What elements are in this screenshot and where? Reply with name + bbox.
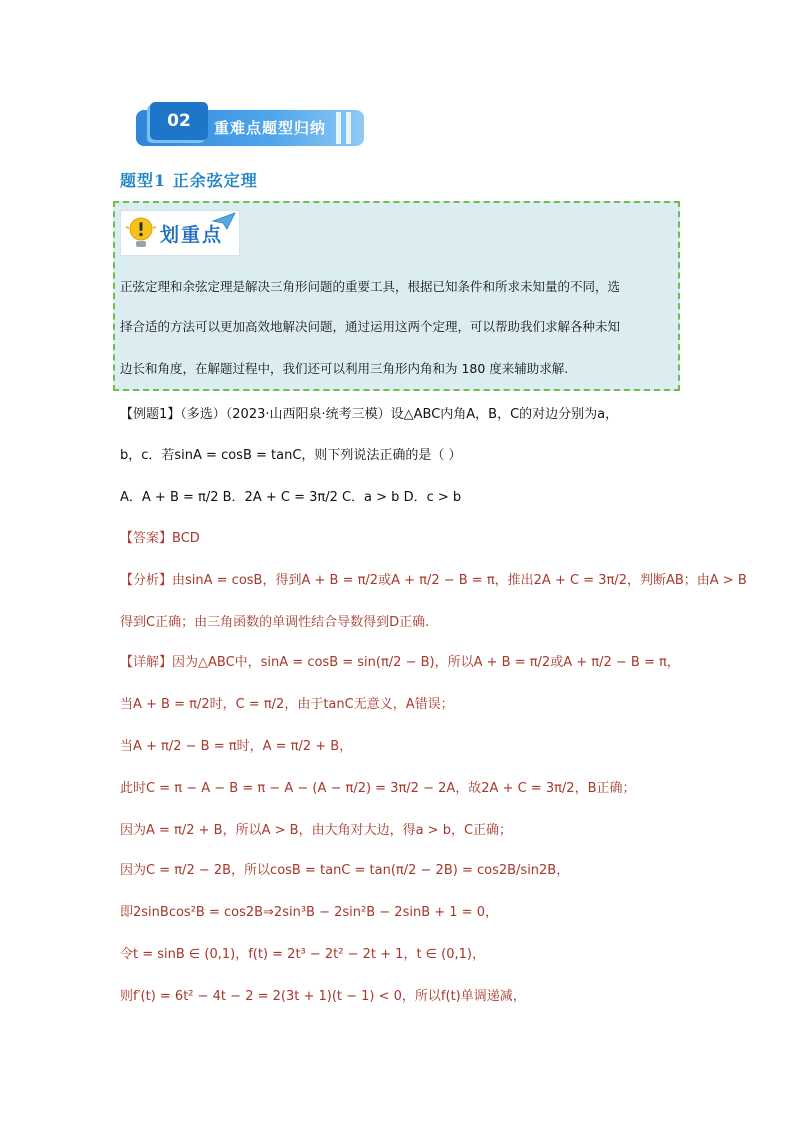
example-line-2: b，c．若sinA = cosB = tanC，则下列说法正确的是（ ）	[120, 448, 462, 463]
detail-line: 即2sinBcos²B = cos2B⇒2sin³B − 2sin²B − 2sinB + 1 = 0，	[120, 905, 498, 920]
analysis-line-2: 得到C正确；由三角函数的单调性结合导数得到D正确.	[120, 615, 430, 630]
detail-line: 当A + B = π/2时，C = π/2，由于tanC无意义，A错误；	[120, 697, 454, 712]
example-options: A．A + B = π/2 B．2A + C = 3π/2 C．a > b D．c > b	[120, 490, 462, 505]
section-title: 题型1 正余弦定理	[120, 171, 258, 190]
detail-line: 【详解】因为△ABC中，sinA = cosB = sin(π/2 − B)，所以A + B = π/2或A + π/2 − B = π，	[120, 655, 680, 670]
detail-line: 令t = sinB ∈ (0,1)，f(t) = 2t³ − 2t² − 2t + 1，t ∈ (0,1)，	[120, 947, 485, 962]
detail-line: 因为A = π/2 + B，所以A > B，由大角对大边，得a > b，C正确；	[120, 823, 513, 838]
detail-line: 当A + π/2 − B = π时，A = π/2 + B，	[120, 739, 353, 754]
banner-stripe	[336, 112, 341, 144]
answer-line: 【答案】BCD	[120, 531, 200, 546]
detail-line: 因为C = π/2 − 2B，所以cosB = tanC = tan(π/2 − 2B) = cos2B/sin2B，	[120, 863, 570, 878]
detail-line: 此时C = π − A − B = π − A − (A − π/2) = 3π/2 − 2A，故2A + C = 3π/2，B正确；	[120, 781, 636, 796]
key-point-line: 正弦定理和余弦定理是解决三角形问题的重要工具，根据已知条件和所求未知量的不同，选	[120, 279, 621, 294]
banner-stripe	[346, 112, 351, 144]
analysis-line-1: 【分析】由sinA = cosB，得到A + B = π/2或A + π/2 − B = π，推出2A + C = 3π/2，判断AB；由A > B	[120, 573, 747, 588]
example-line-1: 【例题1】（多选）（2023·山西阳泉·统考三模）设△ABC内角A，B，C的对边分别为a，	[120, 407, 619, 422]
key-point-line: 择合适的方法可以更加高效地解决问题，通过运用这两个定理，可以帮助我们求解各种未知	[120, 319, 621, 334]
key-point-label: 划重点	[160, 224, 224, 246]
section-number-badge: 02	[150, 102, 208, 140]
detail-line: 则f′(t) = 6t² − 4t − 2 = 2(3t + 1)(t − 1) < 0，所以f(t)单调递减，	[120, 989, 526, 1004]
lightbulb-icon	[124, 214, 158, 252]
key-point-line: 边长和角度，在解题过程中，我们还可以利用三角形内角和为 180 度来辅助求解.	[120, 361, 569, 376]
banner-title: 重难点题型归纳	[214, 119, 327, 137]
